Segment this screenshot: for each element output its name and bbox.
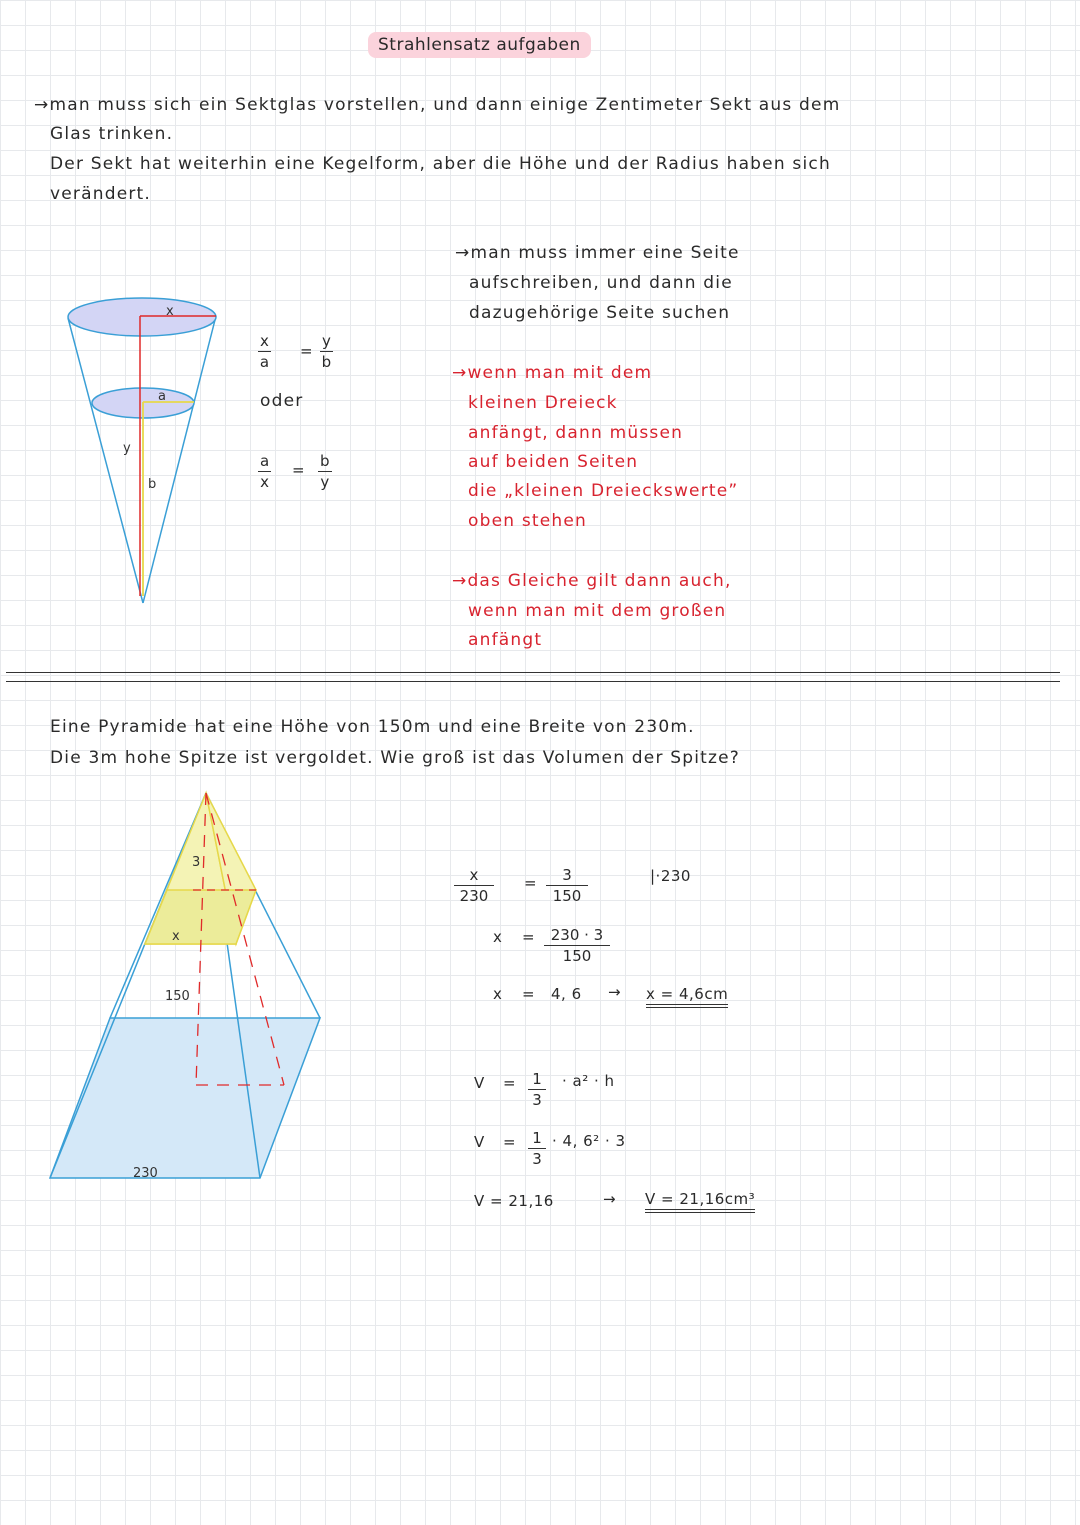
sol-r1-eq: = [524, 874, 538, 892]
intro-line-2: Glas trinken. [50, 124, 174, 144]
note-black-3: dazugehörige Seite suchen [469, 303, 731, 323]
cone-diagram [68, 298, 216, 603]
sol-r4-frac: $\frac{1}{3}$ [528, 1070, 546, 1109]
sol-r6: V = 21,16 [474, 1192, 554, 1210]
note-red-1-line-6: oben stehen [468, 511, 588, 531]
page-title: Strahlensatz aufgaben [368, 32, 591, 58]
sol-r3-x: x [493, 985, 503, 1003]
formula-1-right: $\frac{y}{b}$ [321, 332, 332, 371]
note-black-2: aufschreiben, und dann die [469, 273, 733, 293]
formula-1-eq: = [300, 342, 314, 360]
cone-label-a: a [158, 389, 166, 404]
pyramid-label-230: 230 [133, 1166, 158, 1181]
cone-left-edge [68, 318, 143, 603]
sol-r3-value: 4, 6 [551, 985, 582, 1003]
cone-label-b: b [148, 477, 157, 492]
note-red-1-line-3: anfängt, dann müssen [468, 423, 684, 443]
sol-r1-right: $\frac{3}{150}$ [546, 866, 588, 905]
formula-oder: oder [260, 391, 304, 411]
sol-r6-result: V = 21,16cm³ [645, 1190, 755, 1213]
cone-label-y: y [123, 441, 131, 456]
intro-line-3: Der Sekt hat weiterhin eine Kegelform, aber die Höhe und der Radius haben sich [50, 154, 831, 174]
note-red-2-line-1: →das Gleiche gilt dann auch, [452, 571, 732, 591]
sol-r3-result: x = 4,6cm [646, 985, 728, 1008]
sol-r5-frac: $\frac{1}{3}$ [528, 1129, 546, 1168]
intro-line-1: →man muss sich ein Sektglas vorstellen, und dann einige Zentimeter Sekt aus dem [34, 95, 841, 115]
sol-r4-v: V [474, 1074, 485, 1092]
note-black-1: →man muss immer eine Seite [455, 243, 740, 263]
sol-r5-v: V [474, 1133, 485, 1151]
sol-r2-eq: = [522, 928, 536, 946]
pyramid-label-150: 150 [165, 989, 190, 1004]
sol-r2-frac: $\frac{230 \cdot 3}{150}$ [544, 926, 610, 965]
note-red-1-line-4: auf beiden Seiten [468, 452, 639, 472]
note-red-1-line-2: kleinen Dreieck [468, 393, 618, 413]
note-red-2-line-2: wenn man mit dem großen [468, 601, 727, 621]
formula-2-eq: = [292, 461, 306, 479]
cone-top-ellipse [68, 298, 216, 336]
sol-r2-x: x [493, 928, 503, 946]
sol-r3-eq: = [522, 985, 536, 1003]
cone-right-edge [143, 316, 216, 603]
note-red-1-line-1: →wenn man mit dem [452, 363, 653, 383]
formula-1-left: $\frac{x}{a}$ [259, 332, 270, 371]
pyramid-label-3: 3 [192, 855, 201, 870]
sol-r1-note: |·230 [650, 867, 691, 885]
formula-2-left: $\frac{a}{x}$ [260, 452, 270, 491]
task-line-2: Die 3m hohe Spitze ist vergoldet. Wie groß ist das Volumen der Spitze? [50, 748, 741, 768]
note-red-1-line-5: die „kleinen Dreieckswerte” [468, 481, 739, 501]
task-line-1: Eine Pyramide hat eine Höhe von 150m und eine Breite von 230m. [50, 717, 695, 737]
formula-2-right: $\frac{b}{y}$ [320, 452, 330, 491]
pyramid-base [50, 1018, 320, 1178]
sol-r6-arrow: → [603, 1190, 617, 1208]
cone-label-x: x [166, 304, 174, 319]
note-red-2-line-3: anfängt [468, 630, 543, 650]
intro-line-4: verändert. [50, 184, 152, 204]
sol-r5-eq: = [503, 1133, 517, 1151]
sol-r3-arrow: → [608, 983, 622, 1001]
sol-r5-rest: · 4, 6² · 3 [552, 1132, 626, 1150]
pyramid-label-x: x [172, 929, 180, 944]
pyramid-diagram [50, 793, 320, 1181]
sol-r4-eq: = [503, 1074, 517, 1092]
sol-r1-left: $\frac{x}{230}$ [454, 866, 494, 905]
sol-r4-rest: · a² · h [562, 1072, 615, 1090]
